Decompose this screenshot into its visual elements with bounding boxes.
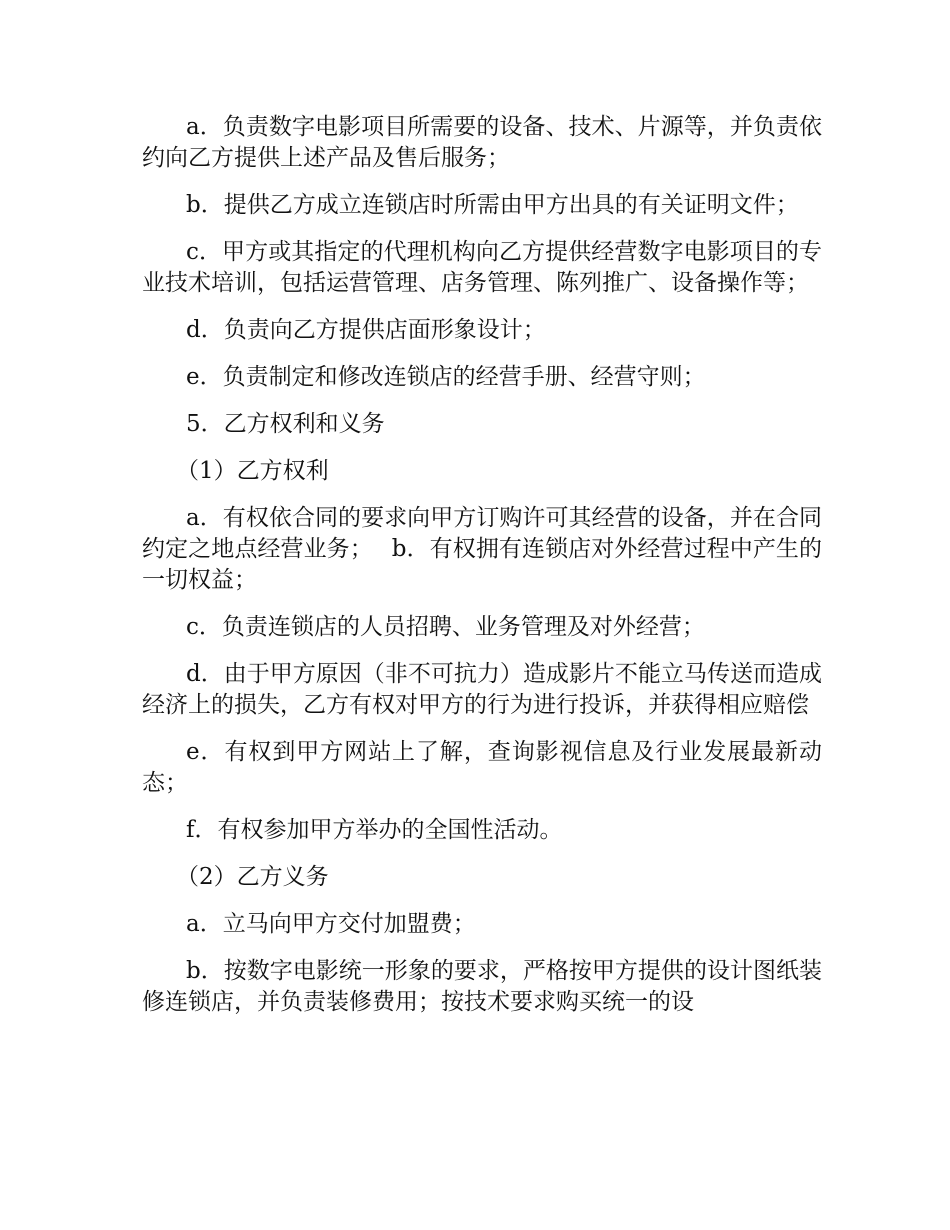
rights-clause-d: d．由于甲方原因（非不可抗力）造成影片不能立马传送而造成经济上的损失，乙方有权对甲方的行为进行投诉，并获得相应赔偿 [142,661,822,718]
clause-d-store-design: d．负责向乙方提供店面形象设计； [186,317,546,343]
rights-clause-e: e．有权到甲方网站上了解，查询影视信息及行业发展最新动态； [142,739,822,796]
clause-c-training: c．甲方或其指定的代理机构向乙方提供经营数字电影项目的专业技术培训，包括运营管理、店务管理、陈列推广、设备操作等； [142,239,822,296]
rights-clause-f: f．有权参加甲方举办的全国性活动。 [186,817,563,843]
subsection-heading-obligations: （2）乙方义务 [176,864,329,890]
rights-clause-c: c．负责连锁店的人员招聘、业务管理及对外经营； [186,614,705,640]
document-body [142,112,822,1034]
clause-b-certificates: b．提供乙方成立连锁店时所需由甲方出具的有关证明文件； [186,192,799,218]
clause-a-equipment: a．负责数字电影项目所需要的设备、技术、片源等，并负责依约向乙方提供上述产品及售后服务； [142,114,822,171]
obligations-clause-a: a．立马向甲方交付加盟费； [186,911,476,937]
clause-e-manual: e．负责制定和修改连锁店的经营手册、经营守则； [186,364,706,390]
rights-clause-a-b: a．有权依合同的要求向甲方订购许可其经营的设备，并在合同约定之地点经营业务； b．有权拥有连锁店对外经营过程中产生的一切权益； [142,505,822,593]
section-heading-party-b: 5．乙方权利和义务 [186,411,385,437]
subsection-heading-rights: （1）乙方权利 [176,458,329,484]
obligations-clause-b: b．按数字电影统一形象的要求，严格按甲方提供的设计图纸装修连锁店，并负责装修费用；按技术要求购买统一的设 [142,958,822,1015]
